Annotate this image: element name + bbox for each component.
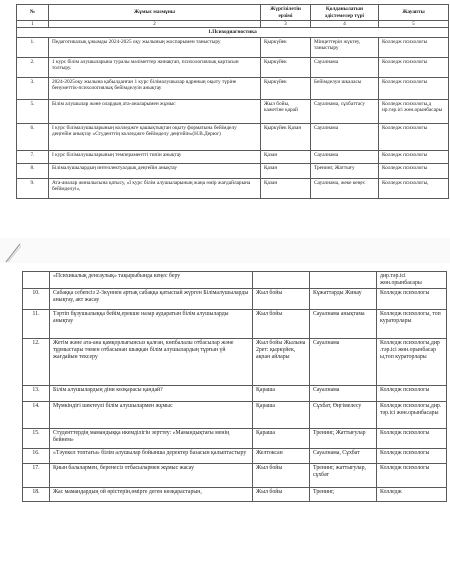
row-term-cell: Қазан [261,178,311,198]
table-row [17,150,449,163]
row-number-cell: 7. [17,150,49,163]
row-term-cell: Қыркүйек [261,57,311,77]
table-row [17,77,449,99]
table-row [23,487,447,501]
row-responsible-cell: дир.тәр.ісі жөн.орынбасары [377,272,447,289]
table-row [23,448,447,463]
column-number: 5 [379,21,449,28]
row-responsible-cell: Колледж психологы [379,150,449,163]
row-responsible-cell: Колледж психологы [377,463,447,487]
row-content-cell: Мүмкіндігі шектеулі білім алушылармен жұмыс [50,401,253,428]
row-responsible-cell: Колледж психологы [377,385,447,401]
row-method-cell: Кұжаттарды Жинау [310,288,377,309]
row-content-cell: Сабаққа себепсіз 2-3күннен артық сабаққа қатыспай жүрген Білімалушыларды анықтау, акт жасау [50,288,253,309]
row-method-cell: Сауалнама [311,57,379,77]
row-number-cell: 15. [23,428,50,448]
header-content: Жұмыс мазмұны [49,5,261,21]
row-responsible-cell: Колледж психологы,дир. тәр.ісі жөн.орынбасары [377,401,447,428]
page-cut-edge [0,563,450,569]
row-content-cell: «Тәуекел топтағы» білім алушылар бойынша деректер базасын қалыптастыру [50,448,253,463]
row-method-cell: Тренинг, Жаттығулар [310,428,377,448]
row-term-cell: Желтоксан [253,448,310,463]
row-responsible-cell: Колледж психологы [379,57,449,77]
row-term-cell: Жыл бойы, кажетіне қарай [261,99,311,123]
row-method-cell: Сауалнама, сұхбаттасу [311,99,379,123]
table-row [17,123,449,150]
row-term-cell: Қыркүйек [261,37,311,57]
row-content-cell: Педагогикалық ұжымды 2024-2025 оқу жылының жоспарымен таныстыру [49,37,261,57]
row-content-cell: 1 курс білім алушыларына туралы мәліметтер жинақтап, психологиялық картасын толтыру. [49,57,261,77]
row-content-cell: І курс білімалушыларының темпераментті типін анықтау [49,150,261,163]
page-curl-mark [2,240,24,264]
row-responsible-cell: Колледж [377,487,447,501]
column-number: 4 [311,21,379,28]
column-number: 1 [17,21,49,28]
row-term-cell: Қараша [253,428,310,448]
row-method-cell: Сауалнама [311,150,379,163]
row-number-cell: 12. [23,338,50,385]
row-term-cell: Қараша [253,385,310,401]
row-method-cell: Сауалнама, жеке кеңес [311,178,379,198]
table-row [23,309,447,338]
table-row [17,178,449,198]
row-method-cell: Мінцеттерін жүктеу, таныстыру [311,37,379,57]
row-content-cell: Студенттердің мамандыққа икемділігін зерттеу: «Мамандықтағы менің бейнем» [50,428,253,448]
row-content-cell: Білімалушылардың интеллектуалдық деңгейін анықтау [49,163,261,178]
header-method: Қолданылатын әдістемелер түрі [311,5,379,21]
row-method-cell: Тренинг, жаттығулар, сұхбат [310,463,377,487]
table-row [17,57,449,77]
row-method-cell: Бейімделуи шкаласы [311,77,379,99]
row-responsible-cell: Колледж психологы [379,123,449,150]
row-number-cell [23,272,50,289]
table-row [23,428,447,448]
row-content-cell: Жас мамандардың ой өрістерін,өмірге деген көзқарастарын, [50,487,253,501]
row-number-cell: 6. [17,123,49,150]
page-bottom-table-sheet [0,265,450,569]
row-term-cell [253,272,310,289]
row-method-cell: Сауалнама, Сұхбат [310,448,377,463]
row-method-cell: Сауалнама [310,385,377,401]
row-responsible-cell: Колледж психологы, [379,178,449,198]
row-method-cell [310,272,377,289]
header-term: Жүргізілетін ерзімі [261,5,311,21]
section-row [17,28,449,37]
top-table-body [17,37,449,198]
row-content-cell: Ата-аналар жиналысына қатысу, «І курс білім алушыларының жаңа өмір жағдайларына бейімделуі», [49,178,261,198]
row-number-cell: 17. [23,463,50,487]
row-content-cell: Білім алушылар және олардың ата-аналарымен жұмыс [49,99,261,123]
row-responsible-cell: Колледж психологы [377,448,447,463]
plan-table-top [16,4,449,199]
row-number-cell: 18. [23,487,50,501]
row-method-cell: Тренинг, Жаттығу [311,163,379,178]
row-method-cell: Сауалнама [311,123,379,150]
column-number: 3 [261,21,311,28]
row-term-cell: Қазан [261,150,311,163]
row-term-cell: Жыл бойы [253,288,310,309]
row-content-cell: Жетім және ата-ана қамқорлығынсыз қалған, көпбалалы отбасылар және тұрмыстары төмен отбасынан шыққан білім алушылардың тұрғын үй жағдайын тексеру [50,338,253,385]
table-row [17,163,449,178]
row-term-cell: Қараша [253,401,310,428]
column-number: 2 [49,21,261,28]
header-responsible: Жауапты [379,5,449,21]
header-number: № [17,5,49,21]
table-row [23,401,447,428]
row-number-cell: 2. [17,57,49,77]
table-row [23,338,447,385]
row-responsible-cell: Колледж психологы [377,428,447,448]
plan-table-bottom [22,271,447,502]
row-number-cell: 1. [17,37,49,57]
section-title: 1.Психодиагностика [17,28,449,37]
row-responsible-cell: Колледж психологы,дир .тәр.ісі жөн.орынбасар ы,топ кураторлары [377,338,447,385]
row-content-cell: Білім алушылардың діни көзқарасы қандай? [50,385,253,401]
table-row [17,37,449,57]
row-responsible-cell: Колледж психологы [379,77,449,99]
row-content-cell: «Психикалық денсаулық» тақырыбында кеңес беру [50,272,253,289]
page-gap [0,238,450,263]
row-number-cell: 8. [17,163,49,178]
row-method-cell: Сұхбат, Өңгімелесу [310,401,377,428]
row-number-cell: 9. [17,178,49,198]
header-row [17,5,449,21]
page-top-table-sheet [0,0,450,238]
row-number-cell: 14. [23,401,50,428]
row-number-cell: 10. [23,288,50,309]
row-responsible-cell: Колледж психологы [377,288,447,309]
row-term-cell: Жыл бойы [253,463,310,487]
row-responsible-cell: Колледж психологы,д ир.тәр.ісі жөн.орынбасары [379,99,449,123]
row-number-cell: 16. [23,448,50,463]
table-row [23,288,447,309]
table-row [23,385,447,401]
row-content-cell: 2024-2025оқу жылына қабылданған 1 курс білімалушылар ядрнның оқыту түріне бенуметтік-психологиялық бейімделуін анықтау [49,77,261,99]
row-term-cell: Қыркүйек [261,77,311,99]
row-method-cell: Сауалнама анықтама [310,309,377,338]
row-term-cell: Қыркүйек Қазан [261,123,311,150]
row-number-cell: 5. [17,99,49,123]
row-responsible-cell: Колледж психологы, топ кураторлары [377,309,447,338]
row-method-cell: Сауалнама [310,338,377,385]
bottom-table-body [23,272,447,502]
row-number-cell: 11. [23,309,50,338]
row-content-cell: І курс білімалушыларының колледжге қашықтықтан оқыту форматына бейімделу деңгейін анықтау «Студенттің колледжге бейімделу деңгейін»(Н.В.Дерюг) [49,123,261,150]
row-content-cell: Қиын балалармен, беренесіз отбасылармен жұмыс жасау [50,463,253,487]
row-responsible-cell: Колледж психологы [379,37,449,57]
table-row [17,99,449,123]
row-content-cell: Тәртіп бұзушылыққа бейім,ерекше назар аударатын білім алушыларды анықтау [50,309,253,338]
row-method-cell: Тренинг, [310,487,377,501]
row-term-cell: Жыл бойы [253,487,310,501]
row-number-cell: 3. [17,77,49,99]
row-term-cell: Қазан [261,163,311,178]
row-responsible-cell: Колледж психологы [379,163,449,178]
table-row [23,272,447,289]
column-number-row [17,21,449,28]
table-row [23,463,447,487]
row-term-cell: Жыл бойы [253,309,310,338]
row-term-cell: Жыл бойы Жылына 2рет: қыркүйек, ақпан айлары [253,338,310,385]
row-number-cell: 13. [23,385,50,401]
